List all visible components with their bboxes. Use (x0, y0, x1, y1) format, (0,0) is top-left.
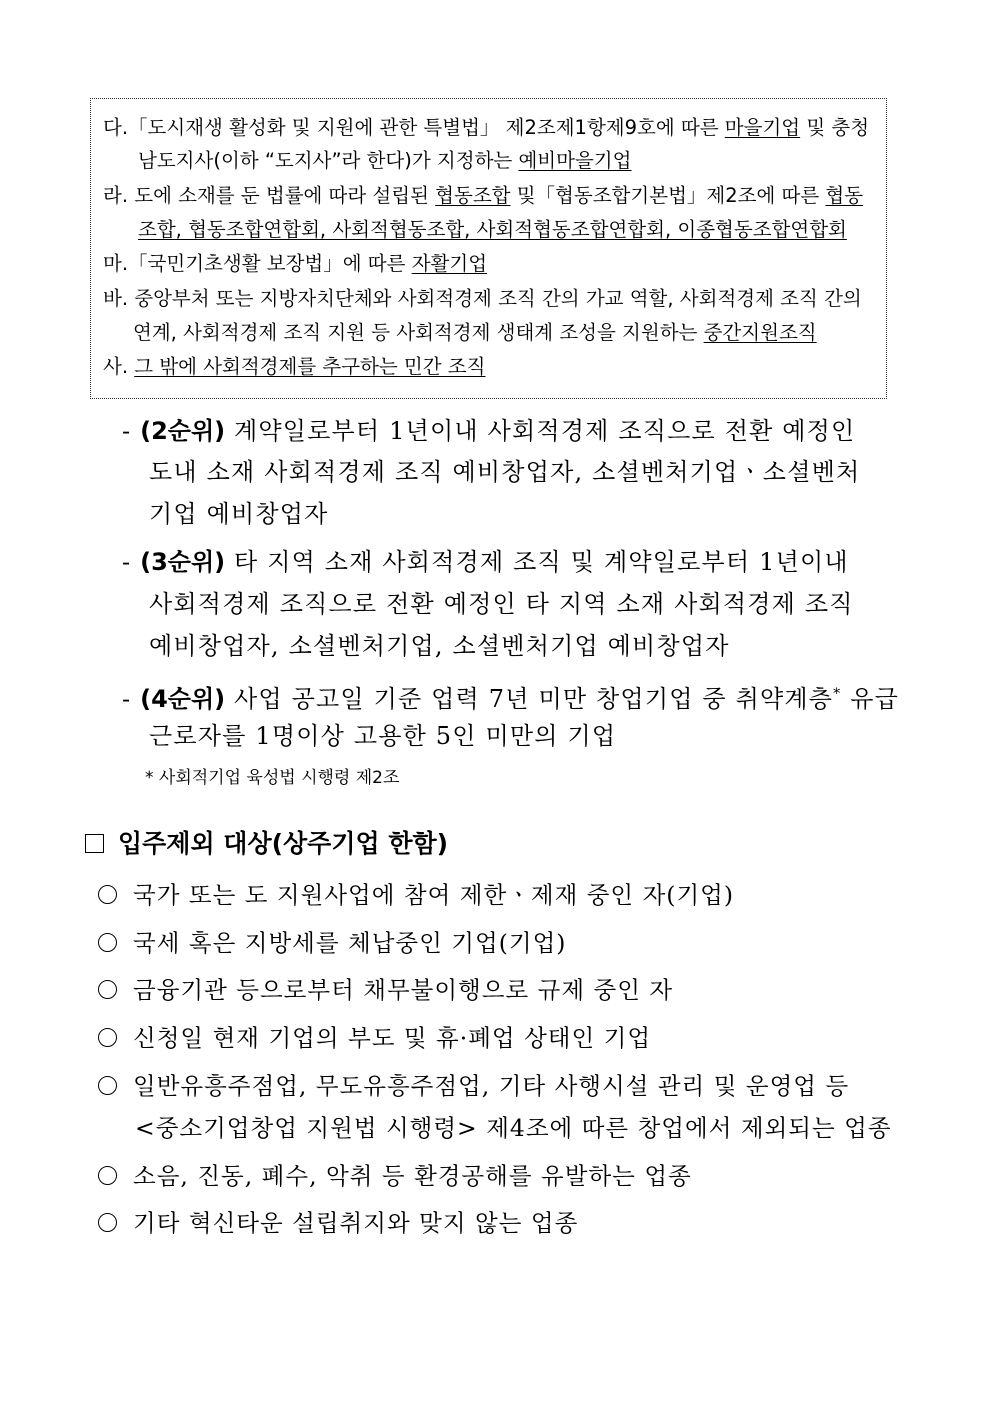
rank-4-line-2: 근로자를 1명이상 고용한 5인 미만의 기업 (149, 722, 617, 750)
rank-3-line-1 (122, 545, 849, 579)
square-bullet-icon (85, 834, 104, 853)
definition-underlined-term: 자활기업 (411, 252, 488, 275)
exclusion-text: 금융기관 등으로부터 채무불이행으로 규제 중인 자 (133, 976, 674, 1004)
circle-bullet-icon (98, 980, 117, 999)
definition-ra-cont (138, 215, 847, 245)
dash-marker: - (122, 685, 141, 713)
definition-text: 마.「국민기초생활 보장법」에 따른 (103, 252, 412, 275)
exclusion-text: 국세 혹은 지방세를 체납중인 기업(기업) (133, 929, 567, 957)
circle-bullet-icon (98, 1213, 117, 1232)
definition-ma (103, 249, 487, 279)
exclusion-text: 일반유흥주점업, 무도유흥주점업, 기타 사행시설 관리 및 운영업 등 (133, 1072, 850, 1100)
rank-2-line-1 (122, 414, 855, 448)
definition-text: 남도지사(이하 “도지사”라 한다)가 지정하는 (138, 149, 519, 172)
exclusion-item-5-cont: <중소기업창업 지원법 시행령> 제4조에 따른 창업에서 제외되는 업종 (135, 1114, 892, 1142)
definition-underlined-term: 조합, 협동조합연합회, 사회적협동조합, 사회적협동조합연합회, 이종협동조합연합회 (138, 218, 847, 241)
circle-bullet-icon (98, 933, 117, 952)
circle-bullet-icon (98, 1028, 117, 1047)
definition-underlined-term: 중간지원조직 (703, 321, 817, 344)
rank-text: 유급 (841, 685, 899, 713)
exclusion-item-7 (98, 1206, 578, 1240)
rank-3-line-3: 예비창업자, 소셜벤처기업, 소셜벤처기업 예비창업자 (149, 632, 730, 660)
rank-text: 사업 공고일 기준 업력 7년 미만 창업기업 중 취약계층 (234, 685, 834, 713)
rank-text: 계약일로부터 1년이내 사회적경제 조직으로 전환 예정인 (234, 417, 856, 445)
rank-text: 타 지역 소재 사회적경제 조직 및 계약일로부터 1년이내 (234, 548, 849, 576)
exclusion-item-2 (98, 926, 566, 960)
definition-da (103, 113, 869, 143)
definition-underlined-term: 그 밖에 사회적경제를 추구하는 민간 조직 (134, 355, 486, 378)
rank-2-line-3: 기업 예비창업자 (149, 500, 329, 528)
definition-ra (103, 181, 863, 211)
rank-label: (2순위) (140, 417, 226, 445)
definitions-box (90, 98, 887, 399)
definition-ba (103, 284, 862, 314)
definition-ba-cont (133, 318, 817, 348)
definition-text: 라. 도에 소재를 둔 법률에 따라 설립된 (103, 184, 436, 207)
definition-text: 사. (103, 355, 135, 378)
exclusion-text: 소음, 진동, 폐수, 악취 등 환경공해를 유발하는 업종 (133, 1162, 692, 1190)
definition-text: 연계, 사회적경제 조직 지원 등 사회적경제 생태계 조성을 지원하는 (133, 321, 704, 344)
footnote: * 사회적기업 육성법 시행령 제2조 (145, 768, 400, 788)
dash-marker: - (122, 417, 141, 445)
exclusion-text: 국가 또는 도 지원사업에 참여 제한ㆍ제재 중인 자(기업) (133, 881, 735, 909)
circle-bullet-icon (98, 885, 117, 904)
definition-text: 바. 중앙부처 또는 지방자치단체와 사회적경제 조직 간의 가교 역할, 사회적경제 조직 간의 (103, 287, 862, 310)
exclusion-item-3 (98, 973, 673, 1007)
rank-4-line-1 (122, 677, 899, 716)
definition-underlined-term: 예비마을기업 (518, 149, 632, 172)
rank-label: (4순위) (140, 685, 226, 713)
exclusion-item-1 (98, 878, 734, 912)
exclusion-text: 신청일 현재 기업의 부도 및 휴·폐업 상태인 기업 (133, 1024, 652, 1052)
definition-text: 및 충청 (800, 116, 870, 139)
exclusion-item-4 (98, 1021, 651, 1055)
definition-da-cont (138, 146, 631, 176)
definition-text: 및「협동조합기본법」제2조에 따른 (510, 184, 826, 207)
rank-3-line-2: 사회적경제 조직으로 전환 예정인 타 지역 소재 사회적경제 조직 (149, 590, 854, 618)
definition-sa (103, 352, 485, 382)
section-heading (85, 826, 448, 862)
circle-bullet-icon (98, 1076, 117, 1095)
definition-underlined-term: 협동조합 (435, 184, 511, 207)
section-title: 입주제외 대상(상주기업 한함) (118, 829, 449, 858)
definition-underlined-term: 협동 (825, 184, 864, 207)
exclusion-item-6 (98, 1159, 692, 1193)
dash-marker: - (122, 548, 141, 576)
circle-bullet-icon (98, 1166, 117, 1185)
definition-underlined-term: 마을기업 (724, 116, 801, 139)
rank-label: (3순위) (140, 548, 226, 576)
exclusion-item-5 (98, 1069, 849, 1103)
rank-2-line-2: 도내 소재 사회적경제 조직 예비창업자, 소셜벤처기업ㆍ소셜벤처 (149, 458, 861, 486)
exclusion-text: 기타 혁신타운 설립취지와 맞지 않는 업종 (133, 1209, 579, 1237)
definition-text: 다.「도시재생 활성화 및 지원에 관한 특별법」 제2조제1항제9호에 따른 (103, 116, 725, 139)
footnote-marker: * (833, 686, 842, 702)
